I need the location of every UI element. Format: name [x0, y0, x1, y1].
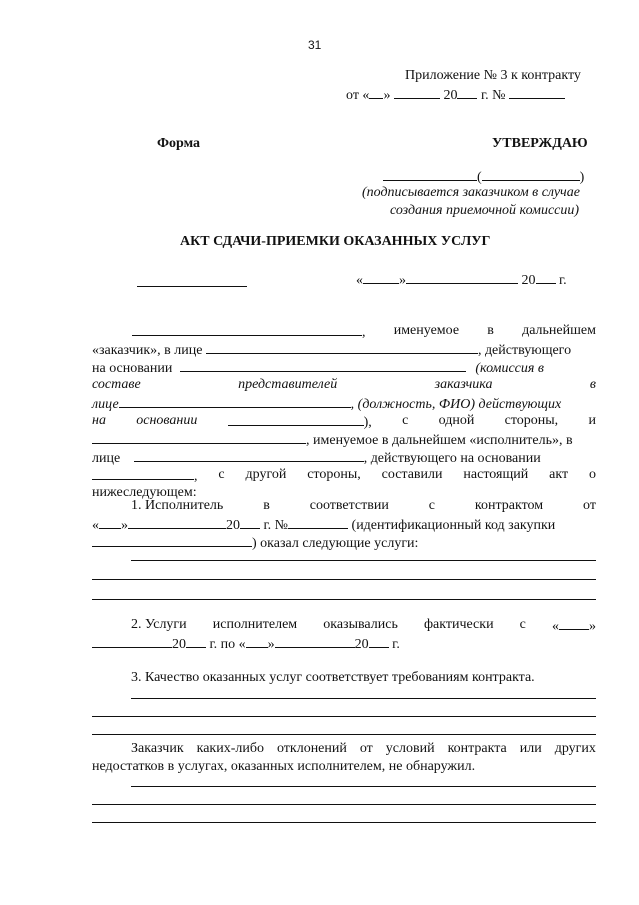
item1-line-3: ) оказал следующие услуги:	[92, 533, 418, 553]
services-line-1	[131, 560, 596, 561]
date-day-blank	[363, 270, 399, 284]
item2-line-2: 20 г. по « » 20 г.	[92, 634, 400, 654]
quality-line-2	[92, 716, 596, 717]
name-blank	[482, 167, 580, 181]
approval-note-1: (подписывается заказчиком в случае	[362, 185, 580, 200]
body-line-1	[132, 322, 596, 342]
year-prefix: 20	[443, 88, 458, 103]
customer-name-blank: ,	[132, 322, 366, 342]
item2-to-year-blank	[369, 634, 389, 648]
customer-basis-blank	[180, 358, 466, 372]
date-year-prefix: 20	[521, 273, 536, 288]
date-year-suffix: г.	[559, 273, 567, 288]
place-blank	[137, 286, 247, 287]
conclusion-line-blank-1	[131, 786, 596, 787]
page-number: 31	[308, 38, 322, 52]
body-line-5: лице , (должность, ФИО) действующих	[92, 394, 561, 414]
day-blank	[369, 85, 383, 99]
quote-close: »	[383, 88, 391, 103]
customer-representative-blank	[206, 340, 478, 354]
conclusion-line-blank-2	[92, 804, 596, 805]
item1-contract-number-blank	[288, 515, 348, 529]
word: именуемое	[393, 323, 460, 338]
item2-from-month-blank	[92, 634, 172, 648]
item1-year-blank	[240, 515, 260, 529]
act-date-line	[356, 270, 567, 290]
services-line-2	[92, 579, 596, 580]
appendix-title: Приложение № 3 к контракту	[405, 68, 581, 83]
services-line-3	[92, 599, 596, 600]
item1-line-1: 1. Исполнитель в соответствии с контрактом от	[131, 498, 596, 513]
date-year-blank	[536, 270, 556, 284]
conclusion-line-2: недостатков в услугах, оказанных исполнителем, не обнаружил.	[92, 759, 476, 774]
month-blank	[394, 85, 440, 99]
item2-to-month-blank	[275, 634, 355, 648]
conclusion-line-1: Заказчик каких-либо отклонений от условий контракта или других	[131, 741, 596, 756]
item1-day-blank	[99, 515, 121, 529]
contract-number-blank	[509, 85, 565, 99]
item2-from-year-blank	[186, 634, 206, 648]
body-line-2: «заказчик», в лице , действующего	[92, 340, 571, 360]
item2-to-day-blank	[246, 634, 268, 648]
contractor-basis-blank: ,	[92, 466, 198, 486]
item3-text: 3. Качество оказанных услуг соответствует требованиям контракта.	[131, 670, 535, 685]
word: в	[487, 323, 494, 338]
body-line-6: на основании ), с одной стороны, и	[92, 413, 596, 430]
paren-close: )	[579, 170, 585, 185]
item2-from-day: « »	[552, 616, 596, 636]
year-suffix: г. №	[480, 88, 506, 103]
appendix-from-label: от «	[346, 88, 370, 103]
year-blank	[457, 85, 477, 99]
body-line-4: составе представителей заказчика в	[92, 377, 596, 392]
contractor-name-blank	[92, 430, 306, 444]
paren-open: (	[477, 170, 482, 185]
item1-month-blank	[128, 515, 226, 529]
date-month-blank	[406, 270, 518, 284]
form-label: Форма	[157, 136, 201, 151]
commission-members-blank	[119, 394, 351, 408]
quality-line-3	[92, 734, 596, 735]
body-line-8: лице , действующего на основании	[92, 448, 541, 468]
contractor-representative-blank	[134, 448, 364, 462]
quality-line-1	[131, 698, 596, 699]
conclusion-line-blank-3	[92, 822, 596, 823]
body-line-7: , именуемое в дальнейшем «исполнитель», в	[92, 430, 573, 450]
approval-note-2: создания приемочной комиссии)	[390, 203, 580, 218]
act-title: АКТ СДАЧИ-ПРИЕМКИ ОКАЗАННЫХ УСЛУГ	[180, 234, 491, 249]
commission-basis-blank: ),	[228, 412, 372, 432]
purchase-code-blank	[92, 533, 252, 547]
date-quote-open: «	[356, 273, 363, 288]
item1-line-2: « » 20 г. № (идентификационный код закупки	[92, 515, 555, 535]
body-line-3: на основании (комиссия в	[92, 358, 544, 378]
item2-line-1: 2. Услуги исполнителем оказывались фактически с « »	[131, 617, 596, 634]
body-line-10: нижеследующем:	[92, 485, 197, 500]
appendix-date-line	[346, 85, 565, 105]
word: дальнейшем	[522, 323, 596, 338]
approval-title: УТВЕРЖДАЮ	[492, 136, 588, 151]
body-line-9: , с другой стороны, составили настоящий акт о	[92, 466, 596, 486]
signature-blank	[383, 167, 477, 181]
date-quote-close: »	[399, 273, 406, 288]
